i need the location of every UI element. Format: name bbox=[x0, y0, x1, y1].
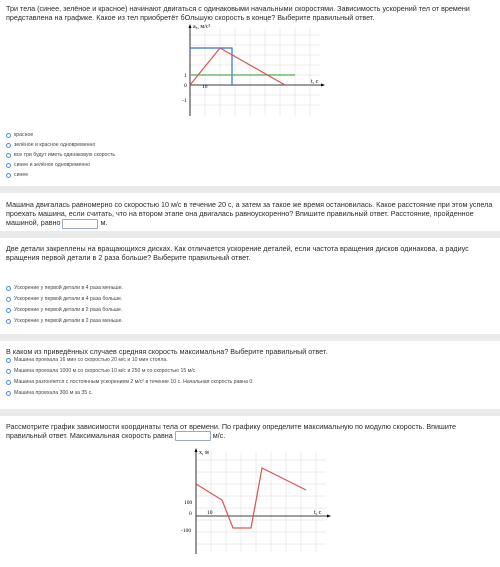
answer-option[interactable]: Ускорение у первой детали в 2 раза меньше. bbox=[6, 318, 123, 325]
distance-answer-input[interactable] bbox=[62, 219, 98, 229]
answer-option[interactable]: синее и зелёное одновременно bbox=[6, 162, 90, 169]
blue-line bbox=[190, 48, 232, 85]
radio-button[interactable] bbox=[6, 133, 11, 138]
answer-option[interactable]: синее bbox=[6, 172, 28, 179]
answer-option[interactable]: зелёное и красное одновременно bbox=[6, 142, 95, 149]
answer-option[interactable]: все три будут иметь одинаковую скорость bbox=[6, 152, 115, 159]
radio-button[interactable] bbox=[6, 380, 11, 385]
card-separator bbox=[0, 231, 500, 238]
tick-100: 100 bbox=[184, 500, 193, 506]
speed-answer-input[interactable] bbox=[175, 431, 211, 441]
tick-0: 0 bbox=[184, 83, 187, 89]
question-5-text: Рассмотрите график зависимости координаты тела от времени. По графику определите максимальную по модулю скорость. Впишите правильный ответ. Максимальная скорость равна м/с. bbox=[6, 422, 457, 441]
radio-button[interactable] bbox=[6, 391, 11, 396]
card-separator bbox=[0, 409, 500, 416]
radio-button[interactable] bbox=[6, 163, 11, 168]
tick-10: 10 bbox=[207, 510, 213, 516]
radio-button[interactable] bbox=[6, 173, 11, 178]
answer-option[interactable]: Машина проехала 300 м за 35 с. bbox=[6, 390, 93, 397]
coordinate-line bbox=[196, 468, 306, 528]
card-separator bbox=[0, 186, 500, 193]
radio-button[interactable] bbox=[6, 297, 11, 302]
tick-minus-100: -100 bbox=[181, 528, 192, 534]
answer-option[interactable]: Ускорение у первой детали в 4 раза меньше. bbox=[6, 285, 123, 292]
radio-button[interactable] bbox=[6, 286, 11, 291]
tick-1: 1 bbox=[184, 73, 187, 79]
tick-0: 0 bbox=[189, 511, 192, 517]
radio-button[interactable] bbox=[6, 143, 11, 148]
answer-option[interactable]: Машина проехала 16 мин со скоростью 20 м/с и 10 мин стояла. bbox=[6, 357, 168, 364]
acceleration-chart bbox=[170, 20, 330, 120]
answer-option[interactable]: Ускорение у первой детали в 2 раза больше. bbox=[6, 307, 122, 314]
tick-10: 10 bbox=[202, 84, 208, 90]
question-4-text: В каком из приведённых случаев средняя скорость максимальна? Выберите правильный ответ. bbox=[6, 347, 328, 356]
radio-button[interactable] bbox=[6, 319, 11, 324]
question-1-text: Три тела (синее, зелёное и красное) начинают двигаться с одинаковыми начальными скоростями. Зависимость ускорений тел от времени представлена на графике. Какое из тел приобретёт бОльшую скорость в конце? Выберите правильный ответ. bbox=[6, 4, 470, 23]
question-card-4 bbox=[0, 341, 500, 409]
x-axis-label: t, c bbox=[314, 510, 322, 516]
chart-grid bbox=[190, 28, 320, 116]
radio-button[interactable] bbox=[6, 369, 11, 374]
question-card-2 bbox=[0, 193, 500, 231]
coordinate-chart bbox=[176, 446, 336, 556]
radio-button[interactable] bbox=[6, 358, 11, 363]
card-separator bbox=[0, 334, 500, 341]
x-axis-label: t, c bbox=[311, 79, 319, 85]
answer-option[interactable]: Машина разгоняется с постоянным ускорением 2 м/с² в течение 10 с. Начальная скорость равна 0. bbox=[6, 379, 254, 386]
question-2-text: Машина двигалась равномерно со скоростью 10 м/с в течение 20 с, а затем за такое же время остановилась. Какое расстояние при этом успела проехать машина, если считать, что на втором этапе она двигалась равноускоренно? Впишите правильный ответ. Расстояние, пройденное машиной, равно м. bbox=[6, 200, 493, 228]
red-line bbox=[190, 48, 285, 85]
radio-button[interactable] bbox=[6, 153, 11, 158]
tick-minus-1: -1 bbox=[182, 98, 187, 104]
y-axis-label: aₓ, м/с² bbox=[193, 24, 211, 30]
y-axis-label: x, м bbox=[199, 450, 209, 456]
chart-grid bbox=[196, 452, 326, 552]
radio-button[interactable] bbox=[6, 308, 11, 313]
answer-option[interactable]: красное bbox=[6, 132, 33, 139]
question-3-text: Две детали закреплены на вращающихся дисках. Как отличается ускорение деталей, если частота вращения дисков одинакова, а радиус вращения первой детали в 2 раза больше? Выберите правильный ответ. bbox=[6, 244, 469, 263]
answer-option[interactable]: Машина проехала 1000 м со скоростью 10 м/с и 250 м со скоростью 15 м/с. bbox=[6, 368, 197, 375]
answer-option[interactable]: Ускорение у первой детали в 4 раза больше. bbox=[6, 296, 122, 303]
